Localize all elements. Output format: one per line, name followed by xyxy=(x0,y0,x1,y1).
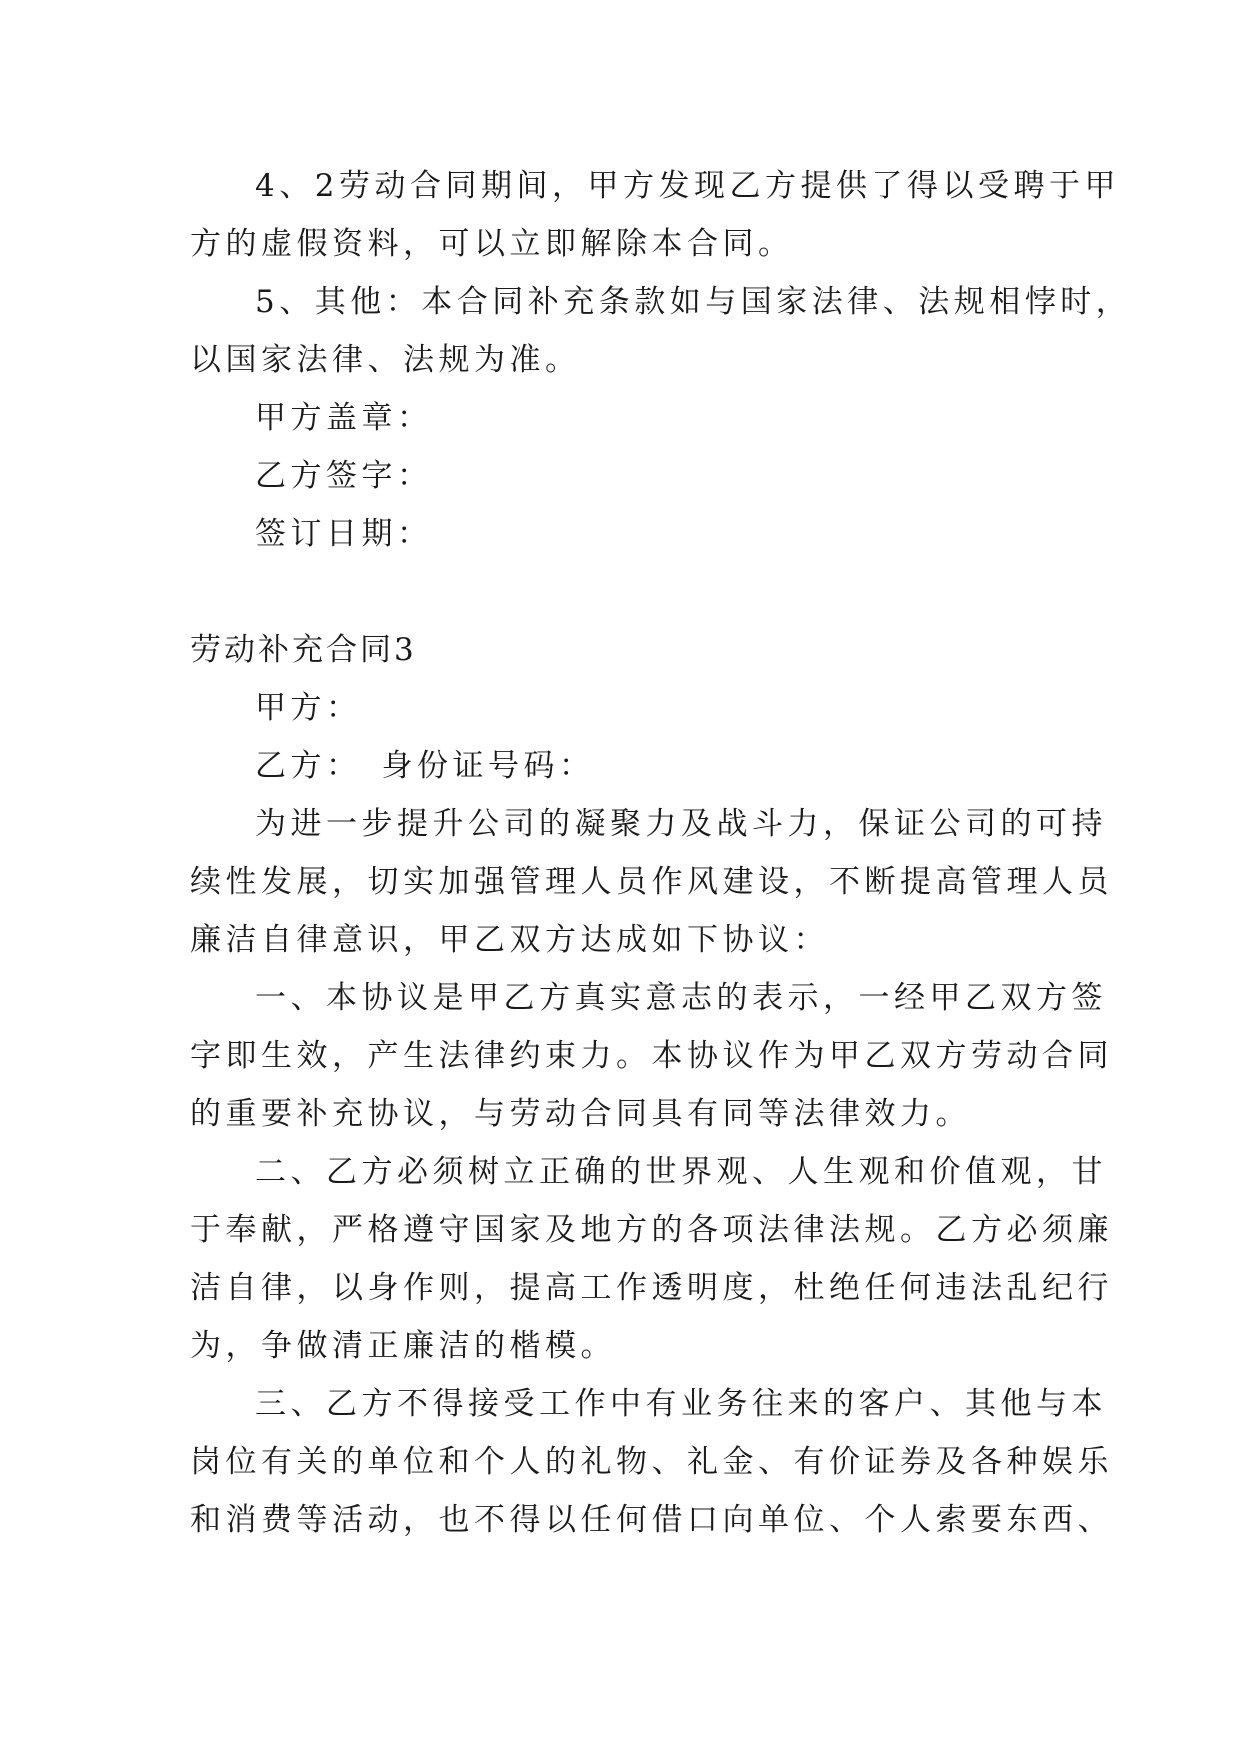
article-1-line-3: 的重要补充协议，与劳动合同具有同等法律效力。 xyxy=(190,1096,971,1132)
article-1-line-2: 字即生效，产生法律约束力。本协议作为甲乙双方劳动合同 xyxy=(190,1038,1113,1074)
clause-5-line-2: 以国家法律、法规为准。 xyxy=(190,342,581,378)
party-a-label: 甲方： xyxy=(255,690,362,726)
article-3-line-3: 和消费等活动，也不得以任何借口向单位、个人索要东西、 xyxy=(190,1502,1113,1538)
article-3-line-1: 三、乙方不得接受工作中有业务往来的客户、其他与本 xyxy=(255,1386,1107,1422)
party-a-seal-label: 甲方盖章： xyxy=(255,400,433,436)
article-2-line-1: 二、乙方必须树立正确的世界观、人生观和价值观，甘 xyxy=(255,1154,1107,1190)
article-1-line-1: 一、本协议是甲乙方真实意志的表示，一经甲乙双方签 xyxy=(255,980,1107,1016)
preamble-line-2: 续性发展，切实加强管理人员作风建设，不断提高管理人员 xyxy=(190,864,1113,900)
party-b-signature-label: 乙方签字： xyxy=(255,458,433,494)
clause-5-line-1: 5、其他：本合同补充条款如与国家法律、法规相悖时， xyxy=(255,284,1132,320)
section-title: 劳动补充合同3 xyxy=(190,632,417,668)
preamble-line-1: 为进一步提升公司的凝聚力及战斗力，保证公司的可持 xyxy=(255,806,1107,842)
article-2-line-3: 洁自律，以身作则，提高工作透明度，杜绝任何违法乱纪行 xyxy=(190,1270,1113,1306)
clause-4-2-line-2: 方的虚假资料，可以立即解除本合同。 xyxy=(190,226,794,262)
article-3-line-2: 岗位有关的单位和个人的礼物、礼金、有价证券及各种娱乐 xyxy=(190,1444,1113,1480)
article-2-line-4: 为，争做清正廉洁的楷模。 xyxy=(190,1328,616,1364)
preamble-line-3: 廉洁自律意识，甲乙双方达成如下协议： xyxy=(190,922,829,958)
clause-4-2-line-1: 4、2劳动合同期间，甲方发现乙方提供了得以受聘于甲 xyxy=(255,168,1120,204)
article-2-line-2: 于奉献，严格遵守国家及地方的各项法律法规。乙方必须廉 xyxy=(190,1212,1113,1248)
signing-date-label: 签订日期： xyxy=(255,516,433,552)
party-b-id-label: 乙方： 身份证号码： xyxy=(255,748,595,784)
